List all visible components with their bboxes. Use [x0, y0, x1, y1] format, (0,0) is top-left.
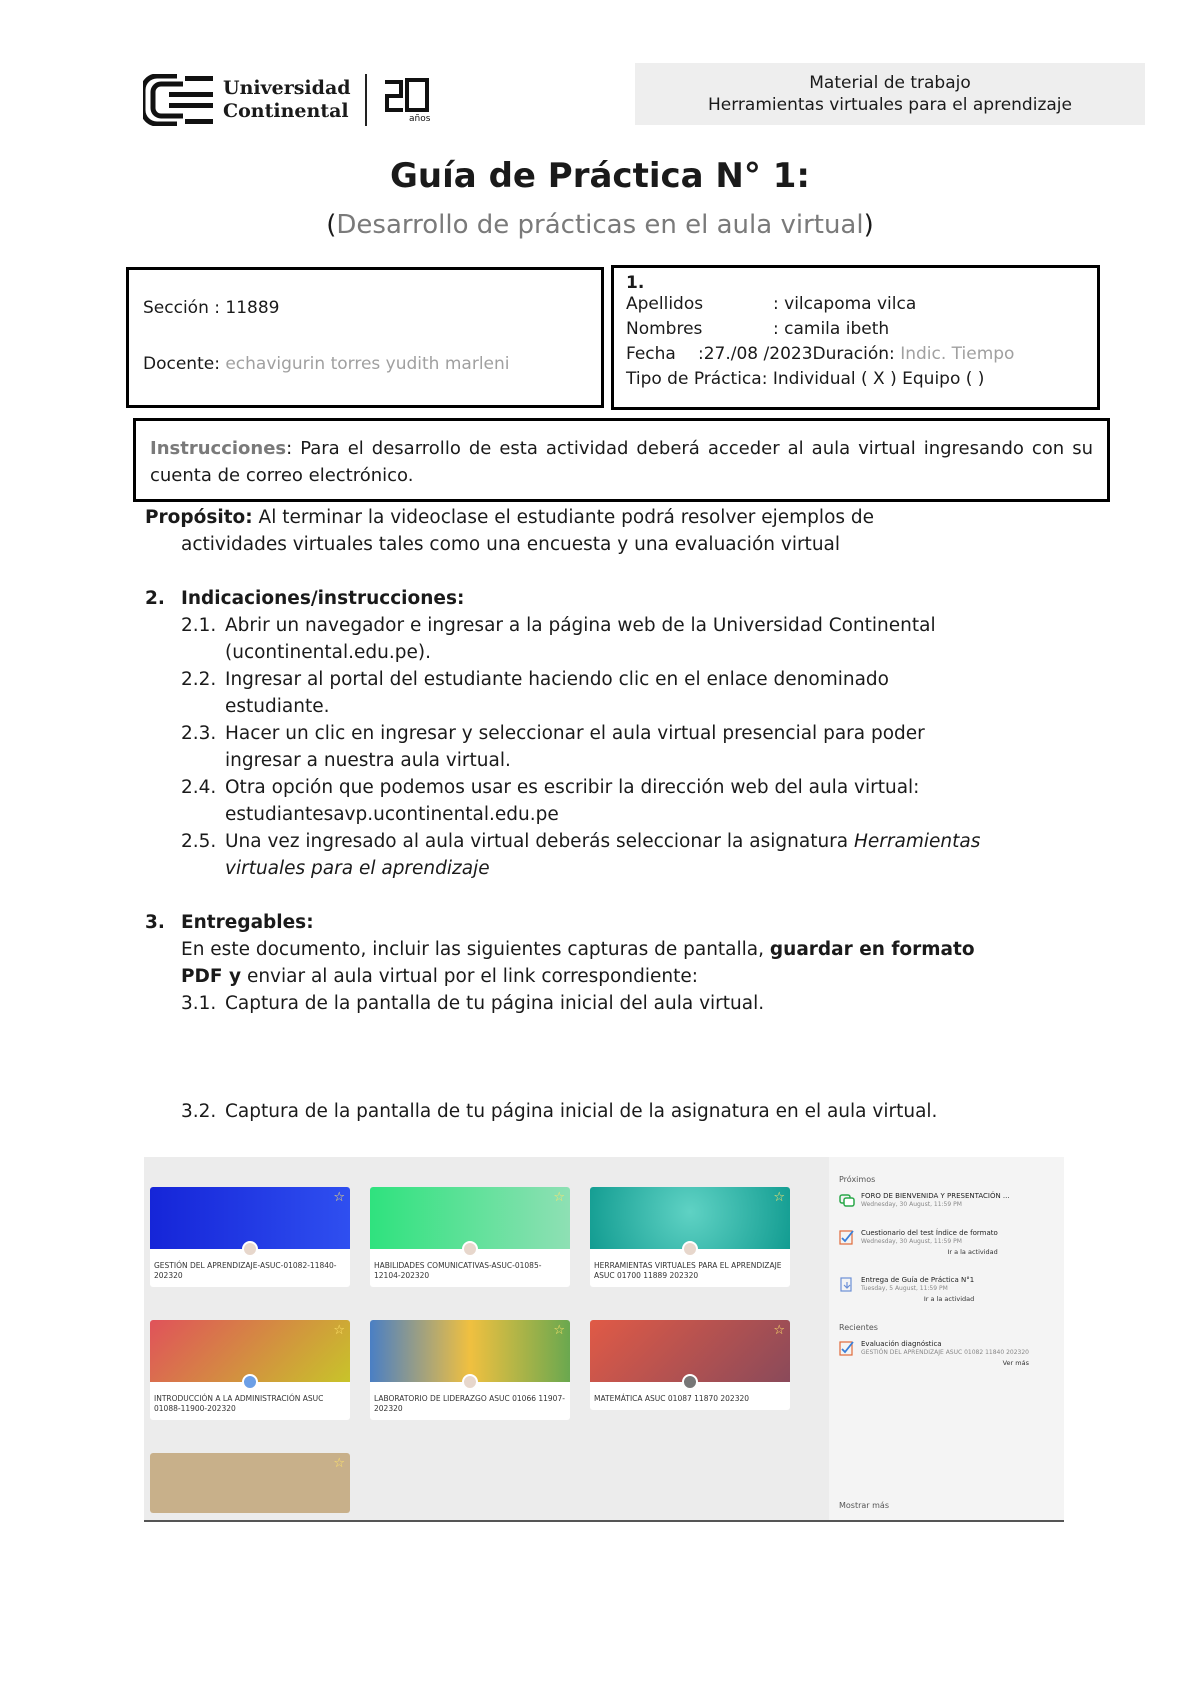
nombres-row: [626, 317, 1085, 342]
course-card-title: HABILIDADES COMUNICATIVAS-ASUC-01085-12104-202320: [374, 1261, 542, 1280]
list-item: [145, 666, 1085, 720]
avatar: [462, 1374, 478, 1390]
avatar: [462, 1241, 478, 1257]
student-number: 1.: [626, 273, 645, 293]
course-card-title: INTRODUCCIÓN A LA ADMINISTRACIÓN ASUC 01088-11900-202320: [154, 1394, 324, 1413]
entregables-bold-1: guardar en formato: [769, 939, 975, 960]
section-teacher-box: [126, 267, 604, 408]
star-icon[interactable]: ☆: [333, 1323, 345, 1338]
course-card-title: GESTIÓN DEL APRENDIZAJE-ASUC-01082-11840-202320: [154, 1261, 337, 1280]
event-item[interactable]: [839, 1340, 1054, 1367]
item-text: Hacer un clic en ingresar y seleccionar el aula virtual presencial para poder: [225, 723, 925, 744]
list-item: [145, 828, 1085, 882]
show-more-link[interactable]: Mostrar más: [839, 1501, 889, 1510]
course-card-image: [370, 1187, 570, 1249]
item-text: estudiantesavp.ucontinental.edu.pe: [225, 804, 559, 825]
forum-icon: [839, 1192, 855, 1208]
item-number: 3.1.: [181, 993, 217, 1014]
course-card-title: LABORATORIO DE LIDERAZGO ASUC 01066 11907-202320: [374, 1394, 565, 1413]
proposito-label: Propósito:: [145, 507, 253, 528]
fecha-label: Fecha: [626, 344, 676, 364]
item-number: 3.2.: [181, 1101, 217, 1122]
page-title: Guía de Práctica N° 1:: [390, 156, 810, 196]
event-title: FORO DE BIENVENIDA Y PRESENTACIÓN ...: [861, 1192, 1010, 1200]
duracion-value: Indic. Tiempo: [900, 344, 1015, 364]
header-material-box: [635, 63, 1145, 125]
item-number: 2.4.: [181, 777, 217, 798]
avatar: [242, 1374, 258, 1390]
course-card[interactable]: [590, 1320, 790, 1410]
logo-line-1: Universidad: [223, 77, 351, 99]
event-date: GESTIÓN DEL APRENDIZAJE ASUC 01082 11840 202320: [861, 1349, 1029, 1356]
item-text: estudiante.: [225, 696, 330, 717]
list-item: [145, 1098, 1085, 1125]
event-item[interactable]: [839, 1276, 1054, 1303]
list-item: [145, 612, 1085, 666]
course-card[interactable]: [370, 1187, 570, 1287]
star-icon[interactable]: ☆: [333, 1456, 345, 1471]
event-item[interactable]: [839, 1229, 1054, 1256]
list-item: [145, 720, 1085, 774]
event-title: Evaluación diagnóstica: [861, 1340, 942, 1348]
course-card-image: [150, 1453, 350, 1513]
item-number: 2.5.: [181, 831, 217, 852]
avatar: [682, 1241, 698, 1257]
star-icon[interactable]: ☆: [773, 1190, 785, 1205]
student-info-box: [611, 265, 1100, 410]
event-date: Tuesday, 5 August, 11:59 PM: [861, 1285, 948, 1292]
course-card-title: HERRAMIENTAS VIRTUALES PARA EL APRENDIZAJE ASUC 01700 11889 202320: [594, 1261, 782, 1280]
course-card[interactable]: [150, 1320, 350, 1420]
item-text: ingresar a nuestra aula virtual.: [225, 750, 511, 771]
seccion-label: Sección :: [143, 298, 226, 318]
item-text: Abrir un navegador e ingresar a la página web de la Universidad Continental: [225, 615, 936, 636]
item-text: Captura de la pantalla de tu página inicial del aula virtual.: [225, 993, 765, 1014]
proposito-text: Al terminar la videoclase el estudiante podrá resolver ejemplos de: [252, 507, 875, 528]
upcoming-heading: Próximos: [839, 1175, 876, 1184]
header-material-line: Material de trabajo: [809, 73, 971, 93]
document-body: [145, 504, 1085, 1125]
docente-label: Docente:: [143, 354, 226, 374]
tipo-value: Individual ( X ) Equipo ( ): [772, 369, 985, 389]
subtitle-open-paren: (: [326, 210, 337, 240]
avatar: [682, 1374, 698, 1390]
nombres-value: : camila ibeth: [773, 319, 890, 339]
item-text: Otra opción que podemos usar es escribir la dirección web del aula virtual:: [225, 777, 920, 798]
anniversary-20-icon: [383, 76, 433, 124]
entregables-heading: [145, 909, 1085, 936]
star-icon[interactable]: ☆: [773, 1323, 785, 1338]
upcoming-events-panel: [829, 1157, 1064, 1522]
quiz-icon: [839, 1229, 855, 1245]
course-card-title: MATEMÁTICA ASUC 01087 11870 202320: [594, 1394, 750, 1403]
proposito-text-2: actividades virtuales tales como una encuesta y una evaluación virtual: [181, 534, 841, 555]
list-item: [145, 774, 1085, 828]
star-icon[interactable]: ☆: [553, 1190, 565, 1205]
course-card-image: [150, 1320, 350, 1382]
course-card-image: [590, 1187, 790, 1249]
item-text: Ingresar al portal del estudiante haciendo clic en el enlace denominado: [225, 669, 889, 690]
fecha-value: :27./08 /2023: [698, 344, 813, 364]
course-card[interactable]: [150, 1187, 350, 1287]
instructions-box: [133, 418, 1110, 502]
docente-value: echavigurin torres yudith marleni: [225, 354, 510, 374]
event-title: Entrega de Guía de Práctica N°1: [861, 1276, 975, 1284]
tipo-label: Tipo de Práctica:: [626, 369, 773, 389]
item-text: (ucontinental.edu.pe).: [225, 642, 431, 663]
logo-anos: años: [408, 114, 430, 124]
apellidos-label: Apellidos: [626, 294, 704, 314]
subtitle-text: Desarrollo de prácticas en el aula virtual: [336, 210, 864, 240]
entregables-bold-2: PDF y: [181, 966, 242, 987]
tipo-row: [626, 367, 1085, 392]
entregables-number: 3.: [145, 912, 165, 933]
recent-heading: Recientes: [839, 1323, 878, 1332]
indicaciones-title: Indicaciones/instrucciones:: [181, 588, 465, 609]
list-item: [145, 990, 1085, 1017]
item-italic: Herramientas: [854, 831, 981, 852]
proposito-paragraph: [145, 504, 1085, 531]
indicaciones-number: 2.: [145, 588, 165, 609]
event-date: Wednesday, 30 August, 11:59 PM: [861, 1238, 962, 1245]
university-logo: [143, 74, 433, 126]
logo-line-2: Continental: [223, 100, 349, 122]
quiz-icon: [839, 1340, 855, 1356]
apellidos-value: : vilcapoma vilca: [773, 294, 917, 314]
item-text: Una vez ingresado al aula virtual deberás seleccionar la asignatura: [225, 831, 854, 852]
event-title: Cuestionario del test Índice de formato: [861, 1229, 998, 1237]
course-card-image: [590, 1320, 790, 1382]
assignment-icon: [839, 1276, 855, 1292]
entregables-title: Entregables:: [181, 912, 314, 933]
continental-logo-icon: [143, 74, 213, 126]
seccion-value: 11889: [225, 298, 280, 318]
star-icon[interactable]: ☆: [553, 1323, 565, 1338]
seccion-row: [143, 298, 587, 354]
go-to-activity-link[interactable]: Ir a la actividad: [923, 1295, 975, 1303]
item-number: 2.2.: [181, 669, 217, 690]
see-more-link[interactable]: Ver más: [1002, 1359, 1029, 1367]
item-italic: virtuales para el aprendizaje: [225, 858, 490, 879]
duracion-label: Duración:: [812, 344, 901, 364]
subtitle-close-paren: ): [863, 210, 874, 240]
instructions-label: Instrucciones: [150, 438, 287, 459]
event-item[interactable]: [839, 1192, 1054, 1209]
go-to-activity-link[interactable]: Ir a la actividad: [947, 1248, 998, 1256]
course-card-image: [150, 1187, 350, 1249]
fecha-row: [626, 342, 1085, 367]
avatar: [242, 1241, 258, 1257]
item-number: 2.3.: [181, 723, 217, 744]
aula-virtual-screenshot: [144, 1157, 1064, 1522]
header-course-line: Herramientas virtuales para el aprendizaje: [708, 95, 1072, 115]
docente-row: [143, 354, 587, 410]
course-card-image: [370, 1320, 570, 1382]
item-number: 2.1.: [181, 615, 217, 636]
logo-divider: [365, 74, 367, 126]
star-icon[interactable]: ☆: [333, 1190, 345, 1205]
item-text: Captura de la pantalla de tu página inicial de la asignatura en el aula virtual.: [225, 1101, 938, 1122]
event-date: Wednesday, 30 August, 11:59 PM: [861, 1201, 962, 1208]
entregables-text-2: enviar al aula virtual por el link correspondiente:: [241, 966, 698, 987]
course-card[interactable]: [590, 1187, 790, 1287]
page-subtitle: [0, 210, 1200, 240]
nombres-label: Nombres: [626, 319, 703, 339]
entregables-paragraph: [145, 936, 1085, 990]
course-card[interactable]: [150, 1453, 350, 1513]
course-card[interactable]: [370, 1320, 570, 1420]
instructions-text: : Para el desarrollo de esta actividad deberá acceder al aula virtual ingresando con su cuenta de correo electrónico.: [150, 438, 1093, 486]
entregables-text-1: En este documento, incluir las siguientes capturas de pantalla,: [181, 939, 770, 960]
logo-wordmark: [223, 77, 351, 123]
indicaciones-heading: [145, 585, 1085, 612]
apellidos-row: [626, 292, 1085, 317]
